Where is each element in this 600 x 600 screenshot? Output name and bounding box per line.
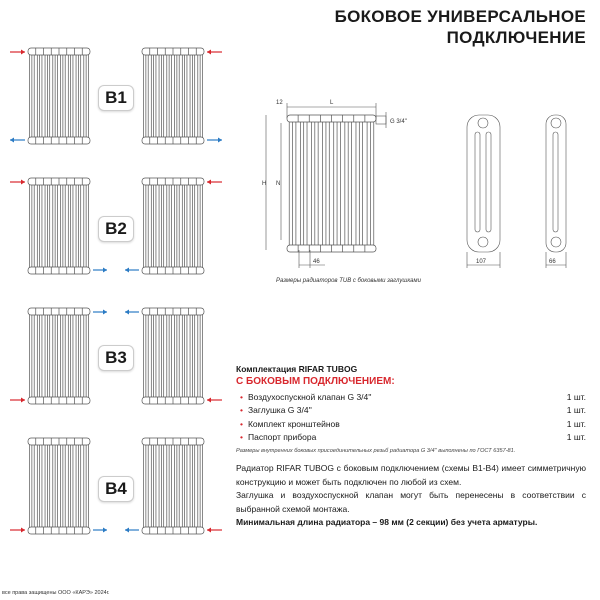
supply-arrow-icon bbox=[207, 398, 222, 403]
side-view-3-column bbox=[467, 115, 500, 268]
dim-l: L bbox=[330, 100, 334, 106]
dim-n: N bbox=[276, 181, 281, 187]
dim-66: 66 bbox=[549, 259, 556, 265]
radiator-right bbox=[142, 438, 204, 534]
kit-subheading: С БОКОВЫМ ПОДКЛЮЧЕНИЕМ: bbox=[236, 376, 395, 387]
description: Радиатор RIFAR TUBOG с боковым подключением (схемы В1-В4) имеет симметричную конструкцию и может быть подключен по любой из схем. Заглушка и воздухоспускной клапан могут быть перенесены в соответствии с выбранной схемой монтажа. Минимальная длина радиатора – 98 мм (2 секции) без учета арматуры. bbox=[236, 463, 586, 527]
supply-arrow-icon bbox=[207, 180, 222, 185]
kit-heading: Комплектация RIFAR TUBOG bbox=[236, 364, 358, 374]
return-arrow-icon bbox=[207, 138, 222, 143]
dim-12: 12 bbox=[276, 100, 283, 106]
radiator-left bbox=[28, 308, 90, 404]
copyright: все права защищены ООО «КАРЭ» 2024г. bbox=[2, 590, 110, 596]
supply-arrow-icon bbox=[207, 50, 222, 55]
radiator-right bbox=[142, 48, 204, 144]
thread-note: Размеры внутренних боковых присоединительных резьб радиатора G 3/4'' выполнены по ГОСТ 6357-81. bbox=[236, 448, 516, 454]
return-arrow-icon bbox=[125, 310, 139, 315]
supply-arrow-icon bbox=[10, 180, 25, 185]
supply-arrow-icon bbox=[10, 50, 25, 55]
radiator-left bbox=[28, 438, 90, 534]
dim-h: H bbox=[262, 181, 267, 187]
radiator-left bbox=[28, 48, 90, 144]
scheme-label-b2: B2 bbox=[98, 216, 134, 242]
list-item: • Комплект кронштейнов 1 шт. bbox=[236, 417, 586, 431]
dim-46: 46 bbox=[313, 259, 320, 265]
radiator-right bbox=[142, 178, 204, 274]
return-arrow-icon bbox=[10, 138, 25, 143]
kit-section bbox=[236, 364, 586, 454]
radiator-front bbox=[287, 115, 376, 252]
radiator-left bbox=[28, 178, 90, 274]
return-arrow-icon bbox=[93, 528, 107, 533]
thread-size: G 3/4'' bbox=[390, 119, 407, 125]
scheme-label-b1: B1 bbox=[98, 85, 134, 111]
side-view-2-column bbox=[546, 115, 566, 268]
supply-arrow-icon bbox=[10, 398, 25, 403]
drawing-caption: Размеры радиаторов TUB с боковыми заглушками bbox=[276, 278, 421, 284]
supply-arrow-icon bbox=[10, 528, 25, 533]
dim-107: 107 bbox=[476, 259, 487, 265]
front-view bbox=[287, 115, 376, 252]
list-item: • Паспорт прибора 1 шт. bbox=[236, 431, 586, 445]
page-title: БОКОВОЕ УНИВЕРСАЛЬНОЕ ПОДКЛЮЧЕНИЕ bbox=[334, 7, 586, 47]
return-arrow-icon bbox=[93, 268, 107, 273]
return-arrow-icon bbox=[93, 310, 107, 315]
return-arrow-icon bbox=[125, 528, 139, 533]
scheme-label-b3: B3 bbox=[98, 345, 134, 371]
radiator-right bbox=[142, 308, 204, 404]
list-item: • Заглушка G 3/4'' 1 шт. bbox=[236, 404, 586, 418]
return-arrow-icon bbox=[125, 268, 139, 273]
list-item: • Воздухоспускной клапан G 3/4'' 1 шт. bbox=[236, 390, 586, 404]
dimension-drawing bbox=[250, 90, 600, 280]
supply-arrow-icon bbox=[207, 528, 222, 533]
scheme-label-b4: B4 bbox=[98, 476, 134, 502]
